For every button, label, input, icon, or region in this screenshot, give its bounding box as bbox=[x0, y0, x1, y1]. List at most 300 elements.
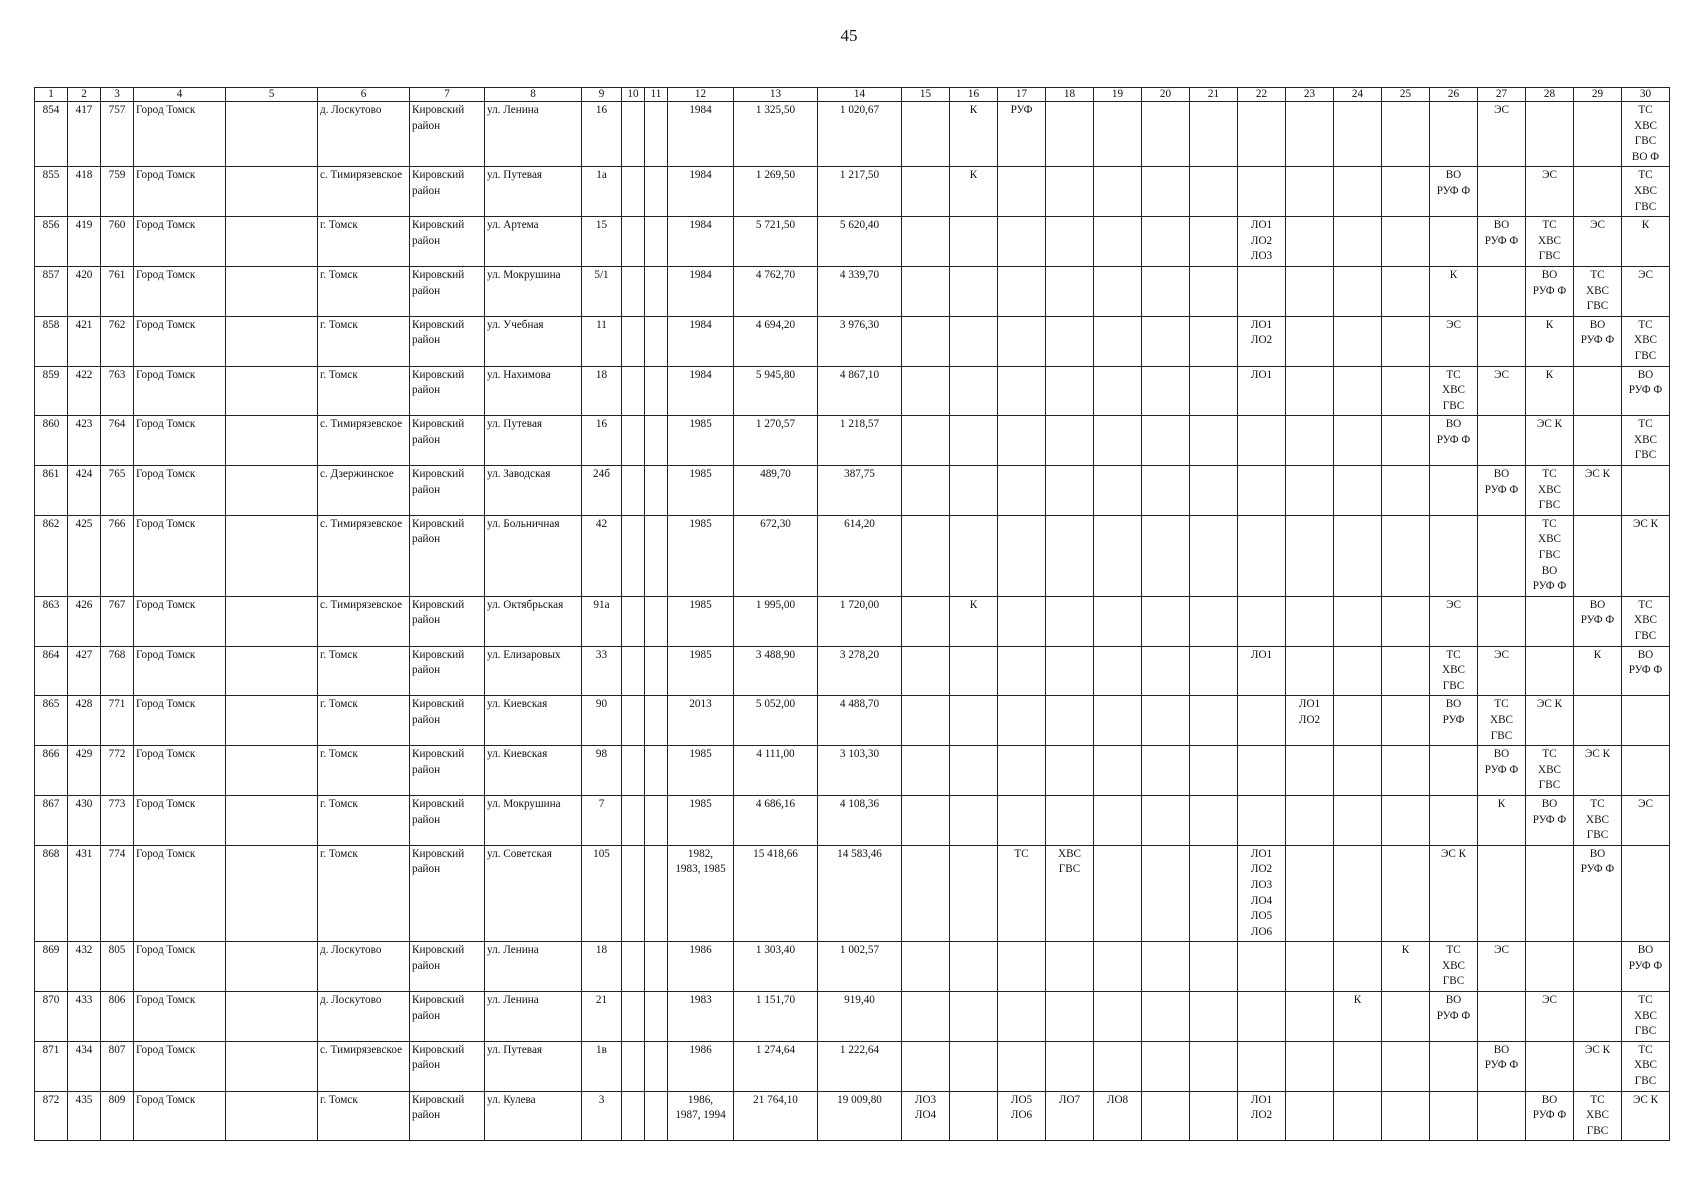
cell-col-26: ТС ХВС ГВС bbox=[1430, 646, 1478, 696]
cell-col-30: ТС ХВС ГВС bbox=[1622, 416, 1670, 466]
cell-col-2: 425 bbox=[68, 515, 101, 596]
cell-col-3: 772 bbox=[101, 746, 134, 796]
cell-col-9: 18 bbox=[582, 942, 622, 992]
cell-col-12: 2013 bbox=[668, 696, 734, 746]
cell-col-17 bbox=[998, 466, 1046, 516]
cell-col-24 bbox=[1334, 366, 1382, 416]
cell-col-2: 417 bbox=[68, 102, 101, 167]
cell-col-12: 1986 bbox=[668, 942, 734, 992]
cell-col-27 bbox=[1478, 992, 1526, 1042]
cell-col-16 bbox=[950, 266, 998, 316]
table-row bbox=[35, 102, 1670, 167]
cell-col-15 bbox=[902, 515, 950, 596]
cell-col-18: ЛО7 bbox=[1046, 1091, 1094, 1141]
cell-col-13: 1 995,00 bbox=[734, 596, 818, 646]
cell-col-11 bbox=[645, 1091, 668, 1141]
cell-col-2: 427 bbox=[68, 646, 101, 696]
cell-col-7: Кировский район bbox=[410, 1091, 485, 1141]
cell-col-26 bbox=[1430, 1041, 1478, 1091]
cell-col-2: 431 bbox=[68, 845, 101, 942]
cell-col-27 bbox=[1478, 167, 1526, 217]
column-header-23: 23 bbox=[1286, 88, 1334, 102]
table-row bbox=[35, 1041, 1670, 1091]
column-header-28: 28 bbox=[1526, 88, 1574, 102]
cell-col-12: 1985 bbox=[668, 746, 734, 796]
cell-col-24 bbox=[1334, 845, 1382, 942]
cell-col-25 bbox=[1382, 1041, 1430, 1091]
cell-col-20 bbox=[1142, 696, 1190, 746]
cell-col-21 bbox=[1190, 646, 1238, 696]
column-header-25: 25 bbox=[1382, 88, 1430, 102]
column-header-11: 11 bbox=[645, 88, 668, 102]
cell-col-25 bbox=[1382, 696, 1430, 746]
column-header-30: 30 bbox=[1622, 88, 1670, 102]
table-row bbox=[35, 217, 1670, 267]
cell-col-19 bbox=[1094, 1041, 1142, 1091]
cell-col-19 bbox=[1094, 102, 1142, 167]
cell-col-27 bbox=[1478, 845, 1526, 942]
column-header-4: 4 bbox=[134, 88, 226, 102]
cell-col-19 bbox=[1094, 515, 1142, 596]
cell-col-16: К bbox=[950, 167, 998, 217]
cell-col-13: 1 274,64 bbox=[734, 1041, 818, 1091]
cell-col-16 bbox=[950, 466, 998, 516]
cell-col-1: 861 bbox=[35, 466, 68, 516]
cell-col-11 bbox=[645, 992, 668, 1042]
cell-col-1: 856 bbox=[35, 217, 68, 267]
cell-col-17 bbox=[998, 167, 1046, 217]
cell-col-15 bbox=[902, 217, 950, 267]
cell-col-7: Кировский район bbox=[410, 646, 485, 696]
cell-col-27: ТС ХВС ГВС bbox=[1478, 696, 1526, 746]
cell-col-17 bbox=[998, 596, 1046, 646]
column-header-17: 17 bbox=[998, 88, 1046, 102]
cell-col-7: Кировский район bbox=[410, 316, 485, 366]
cell-col-4: Город Томск bbox=[134, 102, 226, 167]
cell-col-17 bbox=[998, 515, 1046, 596]
cell-col-17 bbox=[998, 696, 1046, 746]
cell-col-16 bbox=[950, 366, 998, 416]
cell-col-3: 760 bbox=[101, 217, 134, 267]
cell-col-23 bbox=[1286, 466, 1334, 516]
cell-col-14: 3 976,30 bbox=[818, 316, 902, 366]
cell-col-6: д. Лоскутово bbox=[318, 102, 410, 167]
cell-col-10 bbox=[622, 795, 645, 845]
cell-col-5 bbox=[226, 366, 318, 416]
cell-col-15 bbox=[902, 845, 950, 942]
cell-col-14: 919,40 bbox=[818, 992, 902, 1042]
cell-col-16 bbox=[950, 316, 998, 366]
cell-col-8: ул. Заводская bbox=[485, 466, 582, 516]
cell-col-3: 809 bbox=[101, 1091, 134, 1141]
cell-col-28 bbox=[1526, 1041, 1574, 1091]
cell-col-13: 4 694,20 bbox=[734, 316, 818, 366]
cell-col-11 bbox=[645, 845, 668, 942]
cell-col-26 bbox=[1430, 515, 1478, 596]
cell-col-18 bbox=[1046, 1041, 1094, 1091]
cell-col-12: 1984 bbox=[668, 167, 734, 217]
cell-col-4: Город Томск bbox=[134, 746, 226, 796]
cell-col-7: Кировский район bbox=[410, 416, 485, 466]
cell-col-9: 5/1 bbox=[582, 266, 622, 316]
cell-col-12: 1986, 1987, 1994 bbox=[668, 1091, 734, 1141]
cell-col-15 bbox=[902, 795, 950, 845]
cell-col-10 bbox=[622, 696, 645, 746]
cell-col-2: 424 bbox=[68, 466, 101, 516]
cell-col-14: 14 583,46 bbox=[818, 845, 902, 942]
cell-col-21 bbox=[1190, 416, 1238, 466]
cell-col-15 bbox=[902, 316, 950, 366]
cell-col-16 bbox=[950, 992, 998, 1042]
cell-col-29 bbox=[1574, 696, 1622, 746]
cell-col-10 bbox=[622, 217, 645, 267]
cell-col-22 bbox=[1238, 266, 1286, 316]
cell-col-10 bbox=[622, 366, 645, 416]
cell-col-1: 865 bbox=[35, 696, 68, 746]
cell-col-1: 857 bbox=[35, 266, 68, 316]
cell-col-15 bbox=[902, 416, 950, 466]
cell-col-8: ул. Путевая bbox=[485, 416, 582, 466]
cell-col-22: ЛО1 ЛО2 bbox=[1238, 1091, 1286, 1141]
cell-col-2: 421 bbox=[68, 316, 101, 366]
column-header-1: 1 bbox=[35, 88, 68, 102]
cell-col-11 bbox=[645, 515, 668, 596]
cell-col-23 bbox=[1286, 366, 1334, 416]
cell-col-12: 1985 bbox=[668, 646, 734, 696]
cell-col-11 bbox=[645, 795, 668, 845]
column-header-15: 15 bbox=[902, 88, 950, 102]
header-row bbox=[35, 88, 1670, 102]
cell-col-11 bbox=[645, 167, 668, 217]
cell-col-5 bbox=[226, 795, 318, 845]
column-header-12: 12 bbox=[668, 88, 734, 102]
cell-col-24 bbox=[1334, 1091, 1382, 1141]
cell-col-18 bbox=[1046, 316, 1094, 366]
cell-col-8: ул. Ленина bbox=[485, 102, 582, 167]
cell-col-5 bbox=[226, 942, 318, 992]
cell-col-17 bbox=[998, 646, 1046, 696]
cell-col-3: 768 bbox=[101, 646, 134, 696]
cell-col-29 bbox=[1574, 992, 1622, 1042]
cell-col-17 bbox=[998, 746, 1046, 796]
cell-col-14: 387,75 bbox=[818, 466, 902, 516]
cell-col-10 bbox=[622, 466, 645, 516]
cell-col-14: 3 103,30 bbox=[818, 746, 902, 796]
cell-col-8: ул. Мокрушина bbox=[485, 266, 582, 316]
cell-col-30: ТС ХВС ГВС bbox=[1622, 992, 1670, 1042]
cell-col-6: г. Томск bbox=[318, 217, 410, 267]
cell-col-7: Кировский район bbox=[410, 1041, 485, 1091]
cell-col-27: ЭС bbox=[1478, 102, 1526, 167]
cell-col-9: 90 bbox=[582, 696, 622, 746]
cell-col-18 bbox=[1046, 167, 1094, 217]
cell-col-28: ЭС К bbox=[1526, 416, 1574, 466]
cell-col-9: 18 bbox=[582, 366, 622, 416]
cell-col-15 bbox=[902, 102, 950, 167]
cell-col-20 bbox=[1142, 366, 1190, 416]
cell-col-15 bbox=[902, 942, 950, 992]
cell-col-6: д. Лоскутово bbox=[318, 942, 410, 992]
cell-col-29: ЭС К bbox=[1574, 1041, 1622, 1091]
table-row bbox=[35, 416, 1670, 466]
cell-col-8: ул. Октябрьская bbox=[485, 596, 582, 646]
column-header-5: 5 bbox=[226, 88, 318, 102]
cell-col-26: ТС ХВС ГВС bbox=[1430, 942, 1478, 992]
cell-col-19 bbox=[1094, 266, 1142, 316]
cell-col-28: ТС ХВС ГВС bbox=[1526, 217, 1574, 267]
cell-col-9: 3 bbox=[582, 1091, 622, 1141]
cell-col-19 bbox=[1094, 217, 1142, 267]
cell-col-1: 872 bbox=[35, 1091, 68, 1141]
cell-col-4: Город Томск bbox=[134, 596, 226, 646]
cell-col-14: 1 218,57 bbox=[818, 416, 902, 466]
cell-col-22 bbox=[1238, 696, 1286, 746]
cell-col-13: 1 303,40 bbox=[734, 942, 818, 992]
cell-col-10 bbox=[622, 746, 645, 796]
cell-col-29: ЭС bbox=[1574, 217, 1622, 267]
cell-col-26 bbox=[1430, 1091, 1478, 1141]
cell-col-18 bbox=[1046, 942, 1094, 992]
cell-col-13: 5 052,00 bbox=[734, 696, 818, 746]
cell-col-19 bbox=[1094, 696, 1142, 746]
cell-col-22: ЛО1 ЛО2 bbox=[1238, 316, 1286, 366]
cell-col-18 bbox=[1046, 696, 1094, 746]
cell-col-25 bbox=[1382, 366, 1430, 416]
cell-col-2: 418 bbox=[68, 167, 101, 217]
cell-col-20 bbox=[1142, 1091, 1190, 1141]
cell-col-2: 423 bbox=[68, 416, 101, 466]
cell-col-13: 1 151,70 bbox=[734, 992, 818, 1042]
cell-col-9: 7 bbox=[582, 795, 622, 845]
cell-col-3: 759 bbox=[101, 167, 134, 217]
cell-col-23 bbox=[1286, 795, 1334, 845]
cell-col-1: 862 bbox=[35, 515, 68, 596]
cell-col-4: Город Томск bbox=[134, 1041, 226, 1091]
cell-col-6: с. Тимирязевское bbox=[318, 416, 410, 466]
cell-col-9: 91а bbox=[582, 596, 622, 646]
column-header-8: 8 bbox=[485, 88, 582, 102]
cell-col-8: ул. Ленина bbox=[485, 992, 582, 1042]
cell-col-20 bbox=[1142, 795, 1190, 845]
cell-col-10 bbox=[622, 942, 645, 992]
cell-col-13: 3 488,90 bbox=[734, 646, 818, 696]
cell-col-18 bbox=[1046, 646, 1094, 696]
cell-col-1: 860 bbox=[35, 416, 68, 466]
cell-col-6: г. Томск bbox=[318, 795, 410, 845]
cell-col-27 bbox=[1478, 416, 1526, 466]
cell-col-6: с. Тимирязевское bbox=[318, 596, 410, 646]
cell-col-2: 435 bbox=[68, 1091, 101, 1141]
cell-col-1: 859 bbox=[35, 366, 68, 416]
cell-col-7: Кировский район bbox=[410, 992, 485, 1042]
cell-col-3: 761 bbox=[101, 266, 134, 316]
page-number: 45 bbox=[840, 26, 858, 45]
cell-col-14: 4 339,70 bbox=[818, 266, 902, 316]
cell-col-9: 1а bbox=[582, 167, 622, 217]
cell-col-1: 863 bbox=[35, 596, 68, 646]
cell-col-23 bbox=[1286, 102, 1334, 167]
cell-col-7: Кировский район bbox=[410, 746, 485, 796]
cell-col-4: Город Томск bbox=[134, 416, 226, 466]
cell-col-25 bbox=[1382, 845, 1430, 942]
cell-col-1: 855 bbox=[35, 167, 68, 217]
cell-col-5 bbox=[226, 102, 318, 167]
cell-col-1: 867 bbox=[35, 795, 68, 845]
cell-col-25 bbox=[1382, 102, 1430, 167]
cell-col-21 bbox=[1190, 316, 1238, 366]
cell-col-7: Кировский район bbox=[410, 696, 485, 746]
cell-col-11 bbox=[645, 416, 668, 466]
cell-col-10 bbox=[622, 515, 645, 596]
cell-col-8: ул. Артема bbox=[485, 217, 582, 267]
cell-col-30: К bbox=[1622, 217, 1670, 267]
cell-col-25 bbox=[1382, 266, 1430, 316]
table-row bbox=[35, 515, 1670, 596]
cell-col-12: 1985 bbox=[668, 795, 734, 845]
cell-col-20 bbox=[1142, 942, 1190, 992]
register-table bbox=[34, 87, 1670, 1141]
cell-col-8: ул. Киевская bbox=[485, 746, 582, 796]
cell-col-6: г. Томск bbox=[318, 366, 410, 416]
cell-col-26: ВО РУФ Ф bbox=[1430, 992, 1478, 1042]
cell-col-24 bbox=[1334, 942, 1382, 992]
cell-col-18 bbox=[1046, 102, 1094, 167]
cell-col-16 bbox=[950, 845, 998, 942]
cell-col-16: К bbox=[950, 596, 998, 646]
cell-col-11 bbox=[645, 942, 668, 992]
cell-col-10 bbox=[622, 646, 645, 696]
cell-col-25 bbox=[1382, 416, 1430, 466]
cell-col-21 bbox=[1190, 992, 1238, 1042]
cell-col-7: Кировский район bbox=[410, 217, 485, 267]
cell-col-14: 3 278,20 bbox=[818, 646, 902, 696]
cell-col-11 bbox=[645, 596, 668, 646]
column-header-18: 18 bbox=[1046, 88, 1094, 102]
table-row bbox=[35, 466, 1670, 516]
cell-col-23 bbox=[1286, 1091, 1334, 1141]
cell-col-30: ЭС bbox=[1622, 266, 1670, 316]
cell-col-4: Город Томск bbox=[134, 515, 226, 596]
cell-col-25 bbox=[1382, 217, 1430, 267]
cell-col-8: ул. Больничная bbox=[485, 515, 582, 596]
cell-col-30: ТС ХВС ГВС bbox=[1622, 167, 1670, 217]
cell-col-24 bbox=[1334, 466, 1382, 516]
cell-col-4: Город Томск bbox=[134, 845, 226, 942]
cell-col-28 bbox=[1526, 646, 1574, 696]
cell-col-14: 1 020,67 bbox=[818, 102, 902, 167]
cell-col-16 bbox=[950, 696, 998, 746]
cell-col-13: 1 270,57 bbox=[734, 416, 818, 466]
column-header-24: 24 bbox=[1334, 88, 1382, 102]
cell-col-26: ТС ХВС ГВС bbox=[1430, 366, 1478, 416]
cell-col-14: 5 620,40 bbox=[818, 217, 902, 267]
cell-col-12: 1984 bbox=[668, 102, 734, 167]
cell-col-1: 858 bbox=[35, 316, 68, 366]
cell-col-19 bbox=[1094, 167, 1142, 217]
cell-col-28: ВО РУФ Ф bbox=[1526, 795, 1574, 845]
cell-col-5 bbox=[226, 992, 318, 1042]
cell-col-2: 433 bbox=[68, 992, 101, 1042]
cell-col-3: 773 bbox=[101, 795, 134, 845]
column-header-6: 6 bbox=[318, 88, 410, 102]
cell-col-3: 805 bbox=[101, 942, 134, 992]
cell-col-26 bbox=[1430, 466, 1478, 516]
cell-col-16 bbox=[950, 795, 998, 845]
cell-col-15 bbox=[902, 266, 950, 316]
cell-col-1: 870 bbox=[35, 992, 68, 1042]
cell-col-25 bbox=[1382, 746, 1430, 796]
cell-col-27: ВО РУФ Ф bbox=[1478, 1041, 1526, 1091]
column-header-9: 9 bbox=[582, 88, 622, 102]
cell-col-17 bbox=[998, 992, 1046, 1042]
cell-col-6: г. Томск bbox=[318, 316, 410, 366]
table-row bbox=[35, 366, 1670, 416]
cell-col-25 bbox=[1382, 316, 1430, 366]
cell-col-30: ВО РУФ Ф bbox=[1622, 646, 1670, 696]
cell-col-17: РУФ bbox=[998, 102, 1046, 167]
cell-col-22: ЛО1 ЛО2 ЛО3 ЛО4 ЛО5 ЛО6 bbox=[1238, 845, 1286, 942]
table-row bbox=[35, 167, 1670, 217]
cell-col-8: ул. Учебная bbox=[485, 316, 582, 366]
cell-col-18 bbox=[1046, 992, 1094, 1042]
cell-col-21 bbox=[1190, 696, 1238, 746]
cell-col-6: г. Томск bbox=[318, 1091, 410, 1141]
cell-col-4: Город Томск bbox=[134, 266, 226, 316]
cell-col-16 bbox=[950, 416, 998, 466]
cell-col-17 bbox=[998, 942, 1046, 992]
cell-col-4: Город Томск bbox=[134, 942, 226, 992]
cell-col-8: ул. Киевская bbox=[485, 696, 582, 746]
cell-col-23 bbox=[1286, 316, 1334, 366]
cell-col-30: ЭС bbox=[1622, 795, 1670, 845]
cell-col-16 bbox=[950, 217, 998, 267]
cell-col-20 bbox=[1142, 992, 1190, 1042]
cell-col-29 bbox=[1574, 515, 1622, 596]
cell-col-25: К bbox=[1382, 942, 1430, 992]
table-row bbox=[35, 795, 1670, 845]
cell-col-28: ЭС К bbox=[1526, 696, 1574, 746]
cell-col-14: 19 009,80 bbox=[818, 1091, 902, 1141]
cell-col-21 bbox=[1190, 102, 1238, 167]
cell-col-20 bbox=[1142, 466, 1190, 516]
cell-col-24 bbox=[1334, 515, 1382, 596]
cell-col-17: ЛО5 ЛО6 bbox=[998, 1091, 1046, 1141]
cell-col-18 bbox=[1046, 795, 1094, 845]
cell-col-19 bbox=[1094, 992, 1142, 1042]
cell-col-19 bbox=[1094, 596, 1142, 646]
cell-col-9: 11 bbox=[582, 316, 622, 366]
cell-col-28: ВО РУФ Ф bbox=[1526, 266, 1574, 316]
cell-col-8: ул. Елизаровых bbox=[485, 646, 582, 696]
cell-col-27 bbox=[1478, 316, 1526, 366]
cell-col-14: 4 867,10 bbox=[818, 366, 902, 416]
cell-col-25 bbox=[1382, 596, 1430, 646]
cell-col-13: 672,30 bbox=[734, 515, 818, 596]
cell-col-28: ЭС bbox=[1526, 992, 1574, 1042]
cell-col-4: Город Томск bbox=[134, 696, 226, 746]
cell-col-23 bbox=[1286, 266, 1334, 316]
cell-col-24: К bbox=[1334, 992, 1382, 1042]
cell-col-10 bbox=[622, 416, 645, 466]
cell-col-8: ул. Нахимова bbox=[485, 366, 582, 416]
cell-col-27: ЭС bbox=[1478, 366, 1526, 416]
cell-col-9: 24б bbox=[582, 466, 622, 516]
cell-col-6: г. Томск bbox=[318, 646, 410, 696]
cell-col-6: г. Томск bbox=[318, 746, 410, 796]
table-row bbox=[35, 316, 1670, 366]
cell-col-20 bbox=[1142, 646, 1190, 696]
cell-col-15 bbox=[902, 1041, 950, 1091]
